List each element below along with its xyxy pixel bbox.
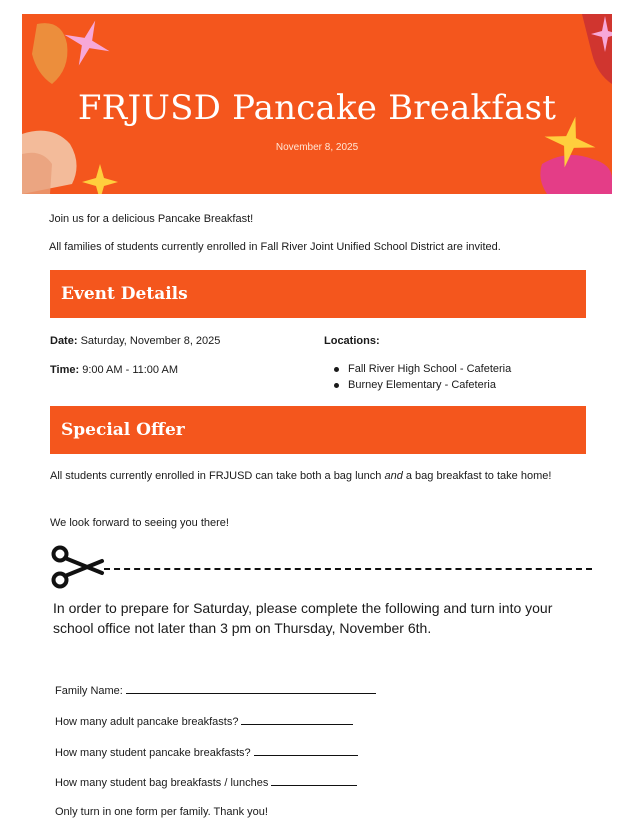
form-footer: Only turn in one form per family. Thank you! xyxy=(55,806,268,818)
special-offer-text: All students currently enrolled in FRJUSD can take both a bag lunch and a bag breakfast to take home! xyxy=(50,470,552,482)
family-name-row xyxy=(55,683,376,697)
event-details-title: Event Details xyxy=(61,284,188,304)
adult-breakfasts-field[interactable] xyxy=(241,714,353,725)
locations-label: Locations: xyxy=(324,335,380,347)
family-name-field[interactable] xyxy=(126,683,376,694)
star-icon xyxy=(590,14,612,54)
star-icon xyxy=(80,162,120,194)
closing-text: We look forward to seeing you there! xyxy=(50,517,229,529)
student-breakfasts-label: How many student pancake breakfasts? xyxy=(55,747,251,759)
event-details-header xyxy=(50,270,586,318)
special-offer-title: Special Offer xyxy=(61,420,185,440)
intro-line-1: Join us for a delicious Pancake Breakfast! xyxy=(49,213,254,225)
list-item: Burney Elementary - Cafeteria xyxy=(332,378,511,394)
adult-breakfasts-label: How many adult pancake breakfasts? xyxy=(55,716,239,728)
bag-lunches-row xyxy=(55,775,357,789)
special-offer-header xyxy=(50,406,586,454)
list-item: Fall River High School - Cafeteria xyxy=(332,362,511,378)
time-label: Time: xyxy=(50,364,80,376)
time-value: 9:00 AM - 11:00 AM xyxy=(82,364,178,376)
star-icon xyxy=(60,16,114,70)
event-date xyxy=(50,335,220,347)
scissors-icon xyxy=(50,545,106,589)
student-breakfasts-row xyxy=(55,745,358,759)
event-time xyxy=(50,364,178,376)
bag-lunches-field[interactable] xyxy=(271,775,357,786)
cut-line xyxy=(104,568,592,570)
instructions-text: In order to prepare for Saturday, please complete the following and turn into your school office not later than 3 pm on Thursday, November 6th. xyxy=(53,600,553,636)
family-name-label: Family Name: xyxy=(55,685,123,697)
student-breakfasts-field[interactable] xyxy=(254,745,358,756)
header-banner xyxy=(22,14,612,194)
page-title: FRJUSD Pancake Breakfast xyxy=(77,88,557,128)
adult-breakfasts-row xyxy=(55,714,353,728)
bag-lunches-label: How many student bag breakfasts / lunches xyxy=(55,777,269,789)
intro-line-2: All families of students currently enrolled in Fall River Joint Unified School District are invited. xyxy=(49,241,501,253)
date-label: Date: xyxy=(50,335,78,347)
locations-list xyxy=(332,362,511,394)
date-value: Saturday, November 8, 2025 xyxy=(80,335,221,347)
banner-date: November 8, 2025 xyxy=(275,142,359,153)
